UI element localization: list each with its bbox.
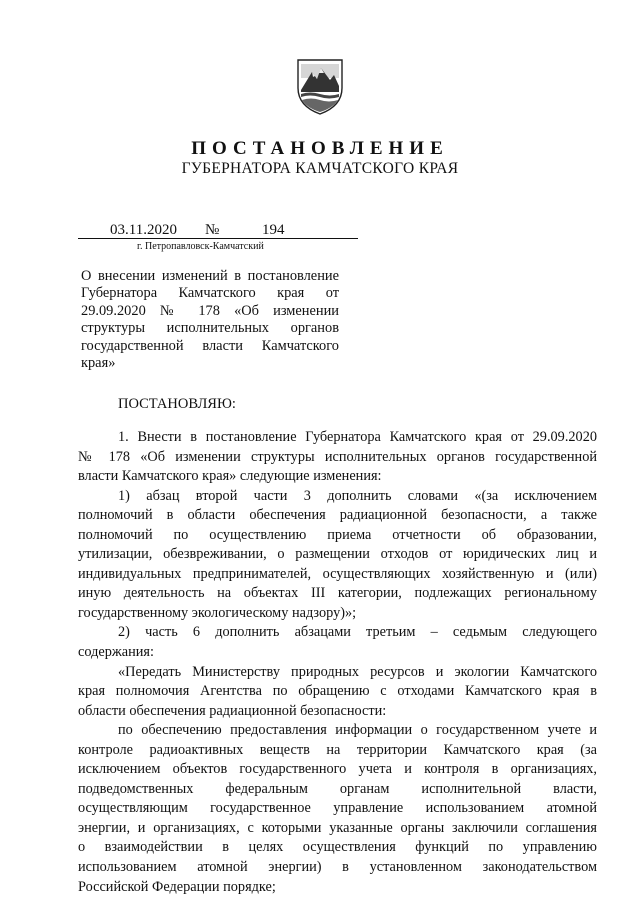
date-number-underline (78, 238, 358, 239)
document-number: 194 (262, 222, 285, 238)
resolve-heading: ПОСТАНОВЛЯЮ: (118, 396, 236, 412)
body-line: контроле радиоактивных веществ на территории Камчатского края (за (78, 741, 597, 758)
subject-line: О внесении изменений в постановление (81, 268, 339, 284)
body-line: 1. Внести в постановление Губернатора Камчатского края от 29.09.2020 (118, 429, 597, 445)
body-line: полномочий в области обеспечения радиационной безопасности, а также (78, 507, 597, 524)
subject-line: структуры исполнительных органов (81, 320, 339, 337)
body-line: по обеспечению предоставления информации о государственном учете и (118, 722, 597, 739)
body-line: осуществляющим государственное управление использованием атомной (78, 800, 597, 817)
document-subtitle: ГУБЕРНАТОРА КАМЧАТСКОГО КРАЯ (181, 160, 459, 177)
body-line: «Передать Министерству природных ресурсов и экологии Камчатского (118, 663, 597, 680)
body-line: власти Камчатского края» следующие изменения: (78, 468, 382, 485)
document-city: г. Петропавловск-Камчатский (137, 241, 264, 252)
document-body (78, 428, 597, 897)
body-line: исключением объектов государственного учета и контроля в организациях, (78, 761, 597, 778)
subject-line: края» (81, 355, 116, 372)
body-line: области обеспечения радиационной безопасности: (78, 702, 387, 719)
number-sign: № (205, 222, 220, 238)
body-line: 1) абзац второй части 3 дополнить словами «(за исключением (118, 487, 597, 504)
document-subject (81, 268, 339, 372)
body-line: индивидуальных предпринимателей, осуществляющих хозяйственную и (или) (78, 565, 597, 582)
document-title: ПОСТАНОВЛЕНИЕ (191, 138, 449, 159)
body-line: о взаимодействии в целях осуществления функций по управлению (78, 839, 597, 856)
body-line: использованием атомной энергии) в установленном законодательством (78, 859, 597, 876)
body-line: подведомственных федеральным органам исполнительной власти, (78, 780, 597, 797)
body-line: энергии, и организациях, с которыми указанные органы заключили соглашения (78, 819, 597, 836)
body-line: Российской Федерации порядке; (78, 878, 276, 895)
subject-line: 29.09.2020 № 178 «Об изменении (81, 302, 339, 319)
subject-line: государственной власти Камчатского (81, 337, 339, 354)
document-date: 03.11.2020 (110, 222, 177, 238)
coat-of-arms-icon (295, 56, 345, 116)
body-line: утилизации, обезвреживании, о размещении отходов от юридических лиц и (78, 546, 597, 563)
body-line: иную деятельность на объектах III категории, подлежащих региональному (78, 585, 597, 602)
body-line: края полномочия Агентства по обращению с отходами Камчатского края в (78, 683, 597, 700)
body-line: полномочий по осуществлению приема отчетности об образовании, (78, 526, 597, 543)
body-line: № 178 «Об изменении структуры исполнительных органов государственной (78, 448, 597, 465)
body-line: 2) часть 6 дополнить абзацами третьим – седьмым следующего (118, 624, 597, 641)
subject-line: Губернатора Камчатского края от (81, 285, 339, 302)
body-line: государственному экологическому надзору)»; (78, 604, 357, 621)
body-line: содержания: (78, 644, 154, 661)
